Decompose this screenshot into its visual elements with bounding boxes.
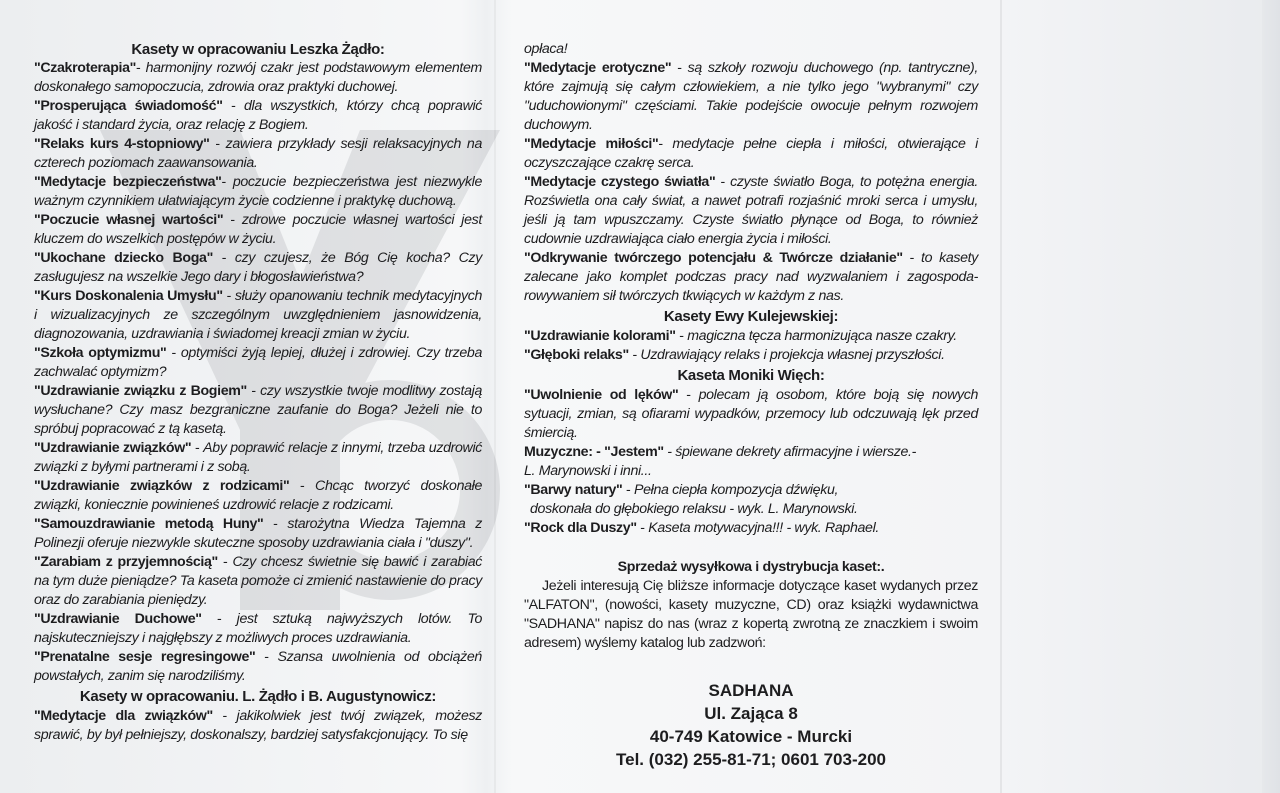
address-name: SADHANA xyxy=(708,681,794,700)
cassette-entry-name: "Medytacje erotyczne" xyxy=(524,60,672,76)
cassette-entry xyxy=(34,707,482,745)
cassette-entry-description: starożytna Wiedza Tajemna z Polinezji oferuje niezwykle skuteczne sposoby uzdrawiania ciała i "duszy". xyxy=(34,516,482,551)
cassette-entry-separator: - xyxy=(191,440,204,456)
cassette-entry-description: Aby poprawić relacje z innymi, trzeba uzdrowić związki z byłymi partnerami i z sobą. xyxy=(34,440,482,475)
ewa-cassette-entry xyxy=(524,327,978,346)
cassette-entry-name: "Uzdrawianie związków" xyxy=(34,440,192,456)
right-entries-list xyxy=(524,59,978,306)
barwy-name: "Barwy natury" xyxy=(524,482,623,498)
cassette-entry xyxy=(34,173,482,211)
cassette-entry-separator: - xyxy=(212,708,237,724)
cassette-entry xyxy=(34,477,482,515)
cassette-entry-separator: - xyxy=(221,174,233,190)
cassette-entry-description: medytacje pełne ciepła i miłości, otwierające i oczyszczające czakrę serca. xyxy=(524,136,978,171)
cassette-entry-description: Szansa uwolnienia od obciążeń powstałych, zanim się narodziliśmy. xyxy=(34,649,482,684)
ewa-cassette-entry-name: "Uzdrawianie kolorami" xyxy=(524,328,676,344)
cassette-entry-description: czy wszystkie twoje modlitwy zostają wysłuchane? Czy masz bezgraniczne zaufanie do Boga? Jeżeli nie to spróbuj popracować z tą kasetą. xyxy=(34,383,482,437)
cassette-entry-description: czyste światło Boga, to potężna energia. Rozświetla ona cały świat, a nawet potrafi rozjaśnić mroki serca i umysłu, jeśli ją tam wpuszczamy. Czyste światło płynące od Boga, to również cudownie uzdrawiająca ciało energia życia i miłości. xyxy=(524,174,979,247)
cassette-entry xyxy=(524,173,978,249)
cassette-entry-name: "Czakroterapia" xyxy=(34,60,137,76)
cassette-entry-name: "Uzdrawianie Duchowe" xyxy=(34,611,202,627)
cassette-entry xyxy=(524,59,978,135)
fold-line-right xyxy=(1000,0,1002,793)
cassette-entry-name: "Relaks kurs 4-stopniowy" xyxy=(34,136,210,152)
cassette-entry-separator: - xyxy=(201,611,237,627)
cassette-entry-description: jest sztuką najwyższych lotów. To najskuteczniejszy i najgłębszy z możliwych proces uzdrawiania. xyxy=(34,611,483,646)
left-entries2-list xyxy=(34,707,482,745)
rock-sep: - xyxy=(636,520,649,536)
music-authors: L. Marynowski i inni... xyxy=(524,463,652,479)
cassette-entry-separator: - xyxy=(222,288,235,304)
cassette-entry-separator: - xyxy=(902,250,921,266)
cassette-entry-separator: - xyxy=(223,212,242,228)
cassette-entry-name: "Medytacje miłości" xyxy=(524,136,659,152)
cassette-entry-name: "Medytacje dla związków" xyxy=(34,708,213,724)
cassette-entry-separator: - xyxy=(246,383,261,399)
monika-cassette-entry-description: polecam ją osobom, które boją się nowych sytuacji, zmian, są ofiarami wypadków, przemocy lub odczuwają lęk przed śmiercią. xyxy=(524,387,978,441)
cassette-entry xyxy=(34,287,482,344)
left-entries-list xyxy=(34,59,482,686)
leszek-zadlo-heading: Kasety w opracowaniu Leszka Żądło: xyxy=(131,41,385,58)
ewa-cassette-entry-name: "Głęboki relaks" xyxy=(524,347,629,363)
cassette-entry-separator: - xyxy=(136,60,146,76)
address-phone: Tel. (032) 255-81-71; 0601 703-200 xyxy=(616,750,886,769)
monika-entries-list xyxy=(524,386,978,443)
ewa-cassette-entry-separator: - xyxy=(675,328,688,344)
music-label: Muzyczne: xyxy=(524,444,593,460)
address-city: 40-749 Katowice - Murcki xyxy=(649,727,853,746)
music-title: - "Jestem" xyxy=(592,444,664,460)
cassette-entry-separator: - xyxy=(255,649,278,665)
cassette-entry-description: zdrowe poczucie własnej wartości jest kluczem do wszelkich postępów w życiu. xyxy=(34,212,482,247)
cassette-entry xyxy=(34,59,482,97)
cassette-entry-description: to kasety zalecane jako komplet podczas pracy nad wyzwalaniem i zagospoda-rowywaniem sił twórczych tkwiących w każdym z nas. xyxy=(524,250,978,304)
cassette-entry-separator: - xyxy=(658,136,673,152)
ewa-kulejewska-heading: Kasety Ewy Kulejewskiej: xyxy=(663,308,839,325)
barwy-sep: - xyxy=(622,482,634,498)
cassette-entry-name: "Odkrywanie twórczego potencjału & Twórcze działanie" xyxy=(524,250,903,266)
rock-desc: Kaseta motywacyjna!!! - wyk. Raphael. xyxy=(648,520,879,536)
cassette-entry-name: "Ukochane dziecko Boga" xyxy=(34,250,213,266)
ewa-cassette-entry xyxy=(524,346,978,365)
address-street: Ul. Zająca 8 xyxy=(704,704,798,723)
sales-heading: Sprzedaż wysyłkowa i dystrybucja kaset:. xyxy=(617,559,885,575)
cassette-entry-separator: - xyxy=(263,516,288,532)
left-column xyxy=(34,40,482,745)
cassette-entry xyxy=(34,382,482,439)
monika-wiech-heading: Kaseta Moniki Więch: xyxy=(677,367,825,384)
cassette-entry-description: Czy chcesz świetnie się bawić i zarabiać na tym duże pieniądze? Ta kaseta pomoże ci zmienić nastawienie do pracy oraz do zarabiania pieniędzy. xyxy=(34,554,482,608)
rock-dla-duszy-entry xyxy=(524,519,978,538)
cassette-entry xyxy=(34,97,482,135)
cassette-entry xyxy=(34,344,482,382)
cassette-entry-name: "Szkoła optymizmu" xyxy=(34,345,167,361)
cassette-entry-name: "Kurs Doskonalenia Umysłu" xyxy=(34,288,223,304)
cassette-entry-separator: - xyxy=(212,250,235,266)
cassette-entry-name: "Uzdrawianie związków z rodzicami" xyxy=(34,478,290,494)
cassette-entry-description: harmonijny rozwój czakr jest podstawowym elementem doskonałego samopoczucia, zdrowia oraz praktyki duchowej. xyxy=(34,60,482,95)
cassette-entry-name: "Poczucie własnej wartości" xyxy=(34,212,224,228)
cassette-entry-description: poczucie bezpieczeństwa jest niezwykle ważnym czynnikiem ułatwiającym życie codzienne i praktykę duchową. xyxy=(34,174,482,209)
music-desc: - śpiewane dekrety afirmacyjne i wiersze.- xyxy=(663,444,916,460)
rock-name: "Rock dla Duszy" xyxy=(524,520,637,536)
cassette-entry xyxy=(524,249,978,306)
cassette-entry-name: "Zarabiam z przyjemnością" xyxy=(34,554,218,570)
cassette-entry xyxy=(34,515,482,553)
cassette-entry xyxy=(34,249,482,287)
ewa-cassette-entry-separator: - xyxy=(628,347,641,363)
cassette-entry-description: są szkoły rozwoju duchowego (np. tantryczne), które zajmują się całym człowiekiem, a nie tylko jego "wybranymi" czy "uduchowionymi" częściami. Takie podejście owocuje pełnym rozwojem duchowym. xyxy=(524,60,978,133)
cassette-entry-description: służy opanowaniu technik medytacyjnych i wizualizacyjnych ze szczególnym uwzględnieniem jasnowidzenia, diagnozowania, uzdrawiania i świadomej kreacji zmian w życiu. xyxy=(34,288,483,342)
barwy-desc: Pełna ciepła kompozycja dźwięku, xyxy=(634,482,839,498)
cassette-entry xyxy=(524,135,978,173)
cassette-entry-description: dla wszystkich, którzy chcą poprawić jakość i standard życia, oraz relację z Bogiem. xyxy=(34,98,483,133)
cassette-entry-description: jakikolwiek jest twój związek, możesz sprawić, by był pełniejszy, doskonalszy, bardziej satysfakcjonujący. To się xyxy=(34,708,483,743)
cassette-entry-name: "Prenatalne sesje regresingowe" xyxy=(34,649,256,665)
monika-cassette-entry xyxy=(524,386,978,443)
cassette-entry-description: optymiści żyją lepiej, dłużej i zdrowiej. Czy trzeba zachwalać optymizm? xyxy=(34,345,482,380)
page-edge xyxy=(1262,0,1280,793)
monika-cassette-entry-separator: - xyxy=(678,387,699,403)
barwy-natury-entry xyxy=(524,481,978,500)
music-entry xyxy=(524,443,978,462)
cassette-entry xyxy=(34,135,482,173)
cassette-entry-separator: - xyxy=(289,478,316,494)
cassette-entry-description: czy czujesz, że Bóg Cię kocha? Czy zasługujesz na wszelkie Jego dary i błogosławieństwa? xyxy=(34,250,483,285)
cassette-entry-name: "Uzdrawianie związku z Bogiem" xyxy=(34,383,247,399)
cassette-entry xyxy=(34,648,482,686)
monika-cassette-entry-name: "Uwolnienie od lęków" xyxy=(524,387,679,403)
zadlo-augustynowicz-heading: Kasety w opracowaniu. L. Żądło i B. Augustynowicz: xyxy=(79,688,437,705)
continued-text: opłaca! xyxy=(524,41,568,57)
cassette-entry-name: "Medytacje bezpieczeństwa" xyxy=(34,174,222,190)
barwy-line2: doskonała do głębokiego relaksu - wyk. L. Marynowski. xyxy=(530,501,858,517)
cassette-entry xyxy=(34,211,482,249)
cassette-entry-separator: - xyxy=(671,60,688,76)
address-block xyxy=(524,679,978,771)
right-column xyxy=(524,40,978,771)
ewa-cassette-entry-description: magiczna tęcza harmonizująca nasze czakry. xyxy=(687,328,957,344)
cassette-entry-name: "Samouzdrawianie metodą Huny" xyxy=(34,516,264,532)
cassette-entry-separator: - xyxy=(209,136,226,152)
ewa-cassette-entry-description: Uzdrawiający relaks i projekcja własnej przyszłości. xyxy=(640,347,945,363)
cassette-entry-description: Chcąc tworzyć doskonałe związki, koniecznie powinieneś uzdrowić relacje z rodzicami. xyxy=(34,478,482,513)
cassette-entry xyxy=(34,553,482,610)
sales-text: Jeżeli interesują Cię bliższe informacje dotyczące kaset wydanych przez "ALFATON", (nowości, kasety muzyczne, CD) oraz książki wydawnictwa "SADHANA" napisz do nas (wraz z kopertą zwrotną ze znaczkiem i swoim adresem) wyślemy katalog lub zadzwoń: xyxy=(524,578,978,651)
cassette-entry-name: "Medytacje czystego światła" xyxy=(524,174,716,190)
cassette-entry xyxy=(34,610,482,648)
cassette-entry-separator: - xyxy=(222,98,244,114)
cassette-entry-separator: - xyxy=(715,174,731,190)
cassette-entry-description: zawiera przykłady sesji relaksacyjnych na czterech poziomach zaawansowania. xyxy=(34,136,483,171)
cassette-entry-separator: - xyxy=(217,554,233,570)
cassette-entry xyxy=(34,439,482,477)
ewa-entries-list xyxy=(524,327,978,365)
cassette-entry-name: "Prosperująca świadomość" xyxy=(34,98,223,114)
cassette-entry-separator: - xyxy=(166,345,181,361)
